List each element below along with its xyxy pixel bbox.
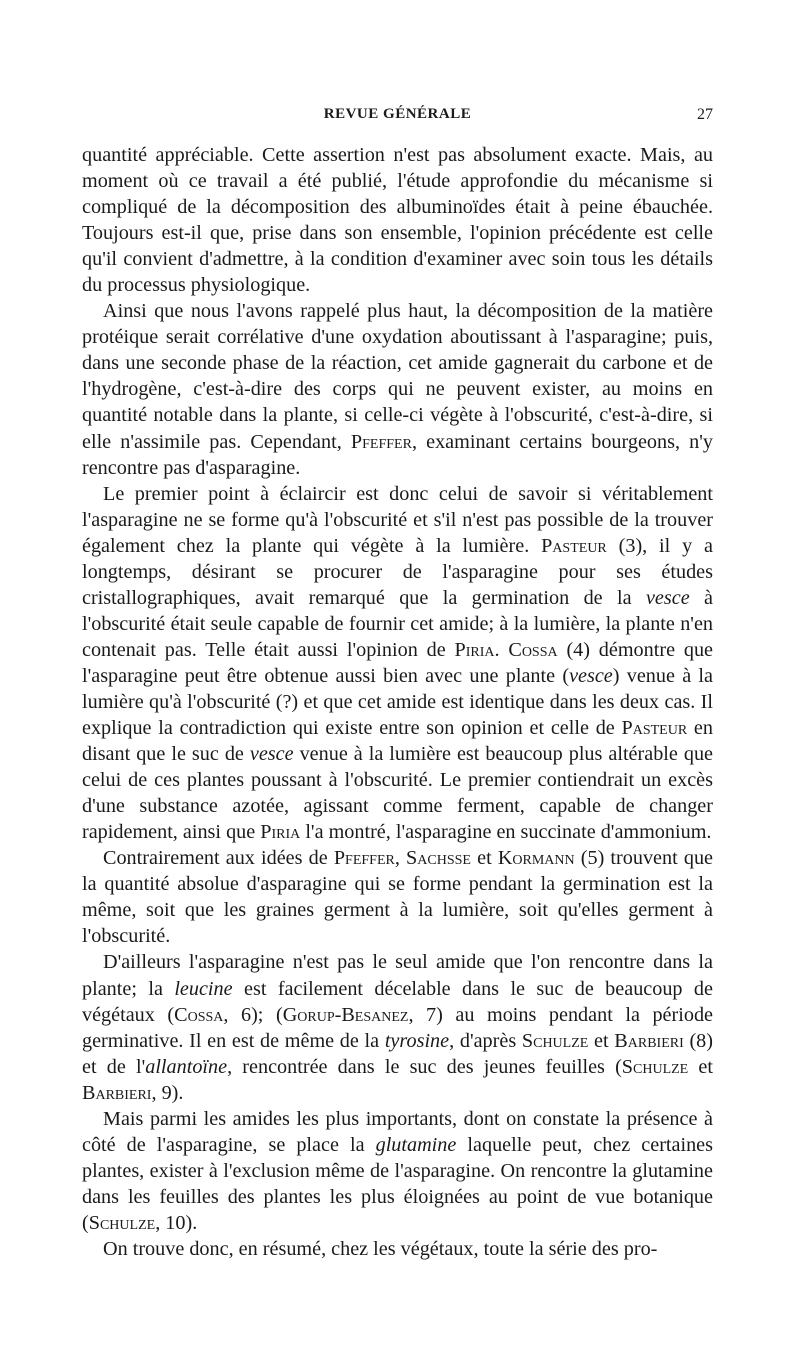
- text-run: , 10).: [155, 1211, 198, 1234]
- text-run: , rencontrée dans le suc des jeunes feuilles (: [227, 1055, 622, 1078]
- italic-term: leucine: [174, 977, 233, 1000]
- italic-term: allantoïne: [145, 1055, 228, 1078]
- italic-term: glutamine: [375, 1133, 457, 1156]
- author-name: Pfeffer: [350, 430, 412, 453]
- text-run: , 9).: [151, 1081, 184, 1104]
- text-run: l'a montré, l'asparagine en succinate d'ammonium.: [300, 821, 712, 844]
- text-run: Contrairement aux idées de: [103, 847, 334, 870]
- author-name: Pasteur: [541, 534, 607, 557]
- author-name: Cossa: [174, 1003, 224, 1026]
- author-name: Kormann: [497, 847, 575, 870]
- paragraph: [82, 1236, 713, 1262]
- paragraph: [82, 845, 713, 949]
- author-name: Barbieri: [82, 1081, 152, 1104]
- text-run: D'ailleurs l'asparagine n'est pas le seul amide que l'on rencontre dans la plante; la: [82, 951, 713, 1000]
- author-name: Schulze: [521, 1029, 589, 1052]
- author-name: Sachsse: [406, 847, 471, 870]
- author-name: Piria: [454, 638, 495, 661]
- paragraph: [82, 142, 713, 298]
- author-name: Pasteur: [621, 717, 688, 740]
- text-run: laquelle peut, chez certaines plantes, exister à l'exclusion même de l'asparagine. On rencontre la glutamine dans les feuilles des plantes les plus éloignées au point de vue botanique (: [82, 1133, 713, 1234]
- text-run: quantité appréciable. Cette assertion n'est pas absolument exacte. Mais, au moment où ce travail a été publié, l'étude approfondie du mécanisme si compliqué de la décomposition des albuminoïdes était à peine ébauchée. Toujours est-il que, prise dans son ensemble, l'opinion précédente est celle qu'il convient d'admettre, à la condition d'examiner avec soin tous les détails du processus physiologique.: [82, 144, 713, 297]
- text-run: On trouve donc, en résumé, chez les végétaux, toute la série des pro-: [103, 1237, 658, 1260]
- author-name: Pfeffer: [333, 847, 395, 870]
- paragraph: [82, 298, 713, 480]
- page-number: 27: [697, 106, 713, 123]
- text-run: , d'après: [449, 1029, 522, 1052]
- author-name: Piria: [260, 821, 301, 844]
- text-run: et: [588, 1029, 615, 1052]
- author-name: Barbieri: [614, 1029, 684, 1052]
- author-name: Schulze: [88, 1211, 156, 1234]
- body-text: [82, 142, 713, 1262]
- paragraph: [82, 1106, 713, 1236]
- running-title: REVUE GÉNÉRALE: [323, 106, 472, 122]
- author-name: Schulze: [621, 1055, 689, 1078]
- text-run: Ainsi que nous l'avons rappelé plus haut, la décomposition de la matière protéique serait corrélative d'une oxydation aboutissant à l'asparagine; puis, dans une seconde phase de la réaction, cet amide gagnerait du carbone et de l'hydrogène, c'est-à-dire des corps qui ne peuvent exister, au moins en quantité notable dans la plante, si celle-ci végète à l'obscurité, c'est-à-dire, si elle n'assimile pas. Cependant,: [82, 300, 713, 453]
- italic-term: tyrosine: [384, 1029, 450, 1052]
- text-run: venue à la lumière est beaucoup plus altérable que celui de ces plantes poussant à l'obscurité. Le premier contiendrait un excès d'une substance azotée, agissant comme ferment, capable de changer rapidement, ainsi que: [82, 743, 713, 844]
- text-run: ) venue à la lumière qu'à l'obscurité (?) et que cet amide est identique dans les deux cas. Il explique la contradiction qui existe entre son opinion et celle de: [82, 664, 713, 740]
- text-run: est facilement décelable dans le suc de beaucoup de végétaux (: [82, 977, 713, 1026]
- author-name: Gorup-Besanez: [282, 1003, 409, 1026]
- text-run: , examinant certains bourgeons, n'y rencontre pas d'asparagine.: [82, 430, 713, 479]
- text-run: et: [470, 847, 498, 870]
- text-run: , 7) au moins pendant la période germinative. Il en est de même de la: [82, 1003, 713, 1052]
- text-run: Mais parmi les amides les plus importants, dont on constate la présence à côté de l'asparagine, se place la: [82, 1107, 713, 1156]
- text-run: à l'obscurité était seule capable de fournir cet amide; à la lumière, la plante n'en contenait pas. Telle était aussi l'opinion de: [82, 586, 713, 661]
- author-name: Cossa: [508, 638, 558, 661]
- text-run: (4) démontre que l'asparagine peut être obtenue aussi bien avec une plante (: [82, 638, 714, 687]
- text-run: , 6); (: [223, 1003, 283, 1026]
- italic-term: vesce: [249, 743, 294, 766]
- paragraph: [82, 949, 713, 1105]
- running-header: [82, 106, 713, 128]
- text-run: (3), il y a longtemps, désirant se procurer de l'asparagine pour ses études cristallographiques, avait remarqué que la germination de la: [82, 534, 713, 609]
- text-run: Le premier point à éclaircir est donc celui de savoir si véritablement l'asparagine ne se forme qu'à l'obscurité et s'il n'est pas possible de la trouver également chez la plante qui végète à la lumière.: [82, 482, 713, 557]
- text-run: et: [688, 1055, 713, 1078]
- text-run: .: [494, 638, 509, 661]
- text-run: (5) trouvent que la quantité absolue d'asparagine qui se forme pendant la germination est la même, soit que les graines germent à la lumière, soit qu'elles germent à l'obscurité.: [82, 847, 713, 948]
- text-run: ,: [394, 847, 407, 870]
- paragraph: [82, 481, 713, 846]
- text-run: (8) et de l': [82, 1029, 713, 1078]
- italic-term: vesce: [645, 586, 690, 609]
- text-run: en disant que le suc de: [82, 717, 713, 766]
- italic-term: vesce: [569, 664, 613, 687]
